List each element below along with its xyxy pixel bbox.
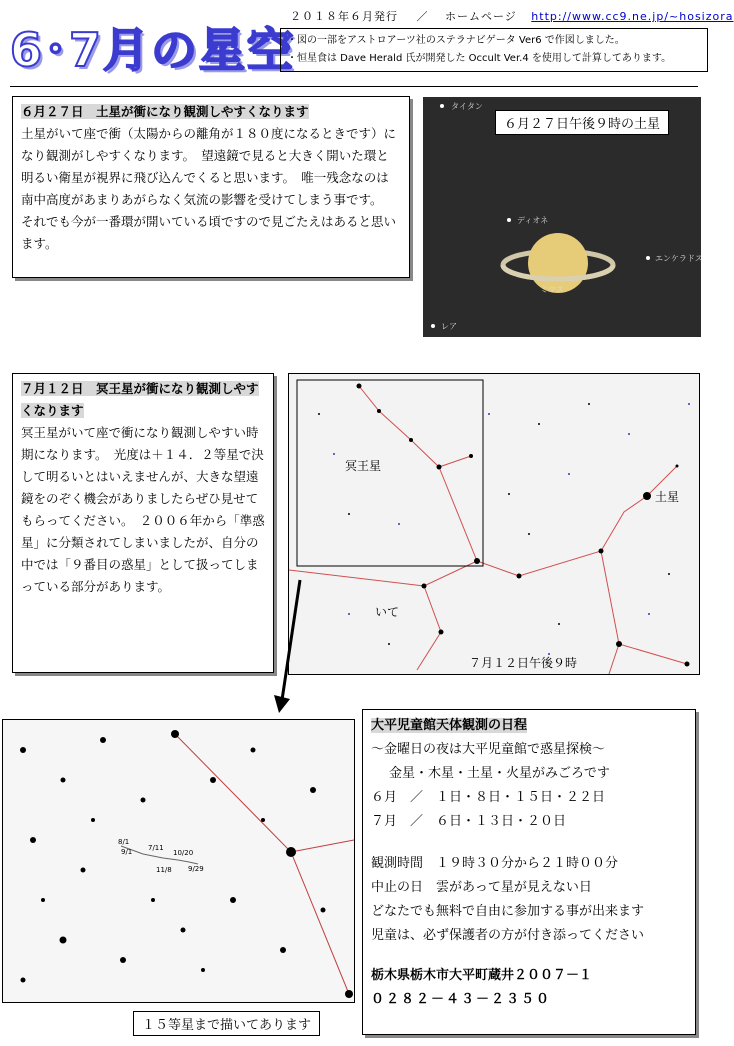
constellation-label: いて (375, 605, 400, 619)
zoom-constellation-lines (175, 734, 354, 994)
moon-label: エンケラドス (655, 254, 703, 263)
pluto-body: 冥王星がいて座で衝になり観測しやすい時期になります。 光度は＋１４．２等星で決して明るいとはいえませんが、大きな望遠鏡をのぞく機会がありましたらぜひ見せてもらってください。 ２００６年から「準惑星」に分類されてしまいましたが、自分の中では「９番目の惑星」として扱ってしまっている部分があります。 (21, 425, 265, 594)
date-label: 9/1 (121, 848, 133, 856)
homepage-link[interactable]: http://www.cc9.ne.jp/~hosizora (531, 10, 734, 23)
schedule-address: 栃木県栃木市大平町蔵井２００７－１ (371, 968, 593, 983)
moon-dot (646, 256, 650, 260)
moon-label: ミマス (540, 285, 564, 294)
saturn-article (12, 96, 410, 278)
stars (318, 384, 690, 667)
note-item: ・恒星食は Dave Herald 氏が開発した Occult Ver.4 を使用して計算してあります。 (287, 53, 672, 64)
schedule-june: ６月 ／ １日・８日・１５日・２２日 (371, 790, 606, 805)
zoom-map (2, 719, 355, 1003)
star-map (288, 373, 700, 675)
moon-dot (440, 104, 444, 108)
zoom-map-drawing (3, 720, 354, 1002)
schedule-time: 観測時間 １９時３０分から２１時００分 (371, 856, 619, 871)
moon-label: タイタン (451, 102, 483, 111)
pluto-article (12, 373, 274, 673)
pointer-arrow (270, 575, 310, 715)
schedule-guardian: 児童は、必ず保護者の方が付き添ってください (371, 928, 645, 943)
schedule-july: ７月 ／ ６日・１３日・２０日 (371, 814, 567, 829)
schedule-planets: 金星・木星・土星・火星がみごろです (389, 766, 610, 781)
page-title: 6･7月の星空 (10, 23, 296, 77)
star-map-drawing (289, 374, 699, 674)
moon-dot (507, 218, 511, 222)
saturn-heading: ６月２７日 土星が衝になり観測しやすくなります (21, 104, 309, 119)
schedule-title: 大平児童館天体観測の日程 (371, 718, 528, 733)
pluto-heading: ７月１２日 冥王星が衝になり観測しやすくなります (21, 381, 259, 418)
homepage-label: ホームページ (445, 10, 517, 23)
header-line (290, 8, 734, 24)
note-item: ・図の一部をアストロアーツ社のステラナビゲータ Ver6 で作図しました。 (287, 35, 625, 46)
schedule-subtitle: ～金曜日の夜は大平児童館で惑星探検～ (371, 742, 606, 757)
moon-label: レア (441, 322, 457, 331)
date-label: 7/11 (148, 844, 164, 852)
map-caption: ７月１２日午後９時 (469, 656, 578, 670)
zoom-frame (297, 380, 483, 566)
separator: ／ (416, 10, 429, 23)
zoom-caption: １５等星まで描いてあります (133, 1011, 320, 1036)
saturn-caption: ６月２７日午後９時の土星 (495, 110, 669, 135)
saturn-image (423, 97, 701, 337)
notes-box (280, 28, 708, 72)
pluto-label: 冥王星 (345, 459, 382, 473)
constellation-lines (289, 386, 687, 674)
moon-dot (431, 324, 435, 328)
moon-label: ディオネ (517, 216, 549, 225)
schedule-phone: ０２８２－４３－２３５０ (371, 992, 552, 1007)
date-label: 9/29 (188, 865, 204, 873)
zoom-stars (20, 730, 353, 998)
date-label: 11/8 (156, 866, 172, 874)
saturn-body: 土星がいて座で衝（太陽からの離角が１８０度になるときです）になり観測がしやすくなります。 望遠鏡で見ると大きく開いた環と明るい衛星が視界に飛び込んでくると思います。 唯一残念なのは南中高度があまりあがらなく気流の影響を受けてしまう事です。 それでも今が一番環が開いている頃ですので見ごたえはあると思います。 (21, 126, 397, 251)
schedule-box (362, 709, 696, 1035)
schedule-cancel: 中止の日 雲があって星が見えない日 (371, 880, 592, 895)
issue-date: ２０１８年６月発行 (290, 10, 398, 23)
date-label: 10/20 (173, 849, 194, 857)
divider (10, 86, 698, 87)
saturn-planet (528, 233, 588, 293)
saturn-label: 土星 (655, 490, 680, 504)
date-label: 8/1 (118, 838, 130, 846)
schedule-free: どなたでも無料で自由に参加する事が出来ます (371, 904, 645, 919)
